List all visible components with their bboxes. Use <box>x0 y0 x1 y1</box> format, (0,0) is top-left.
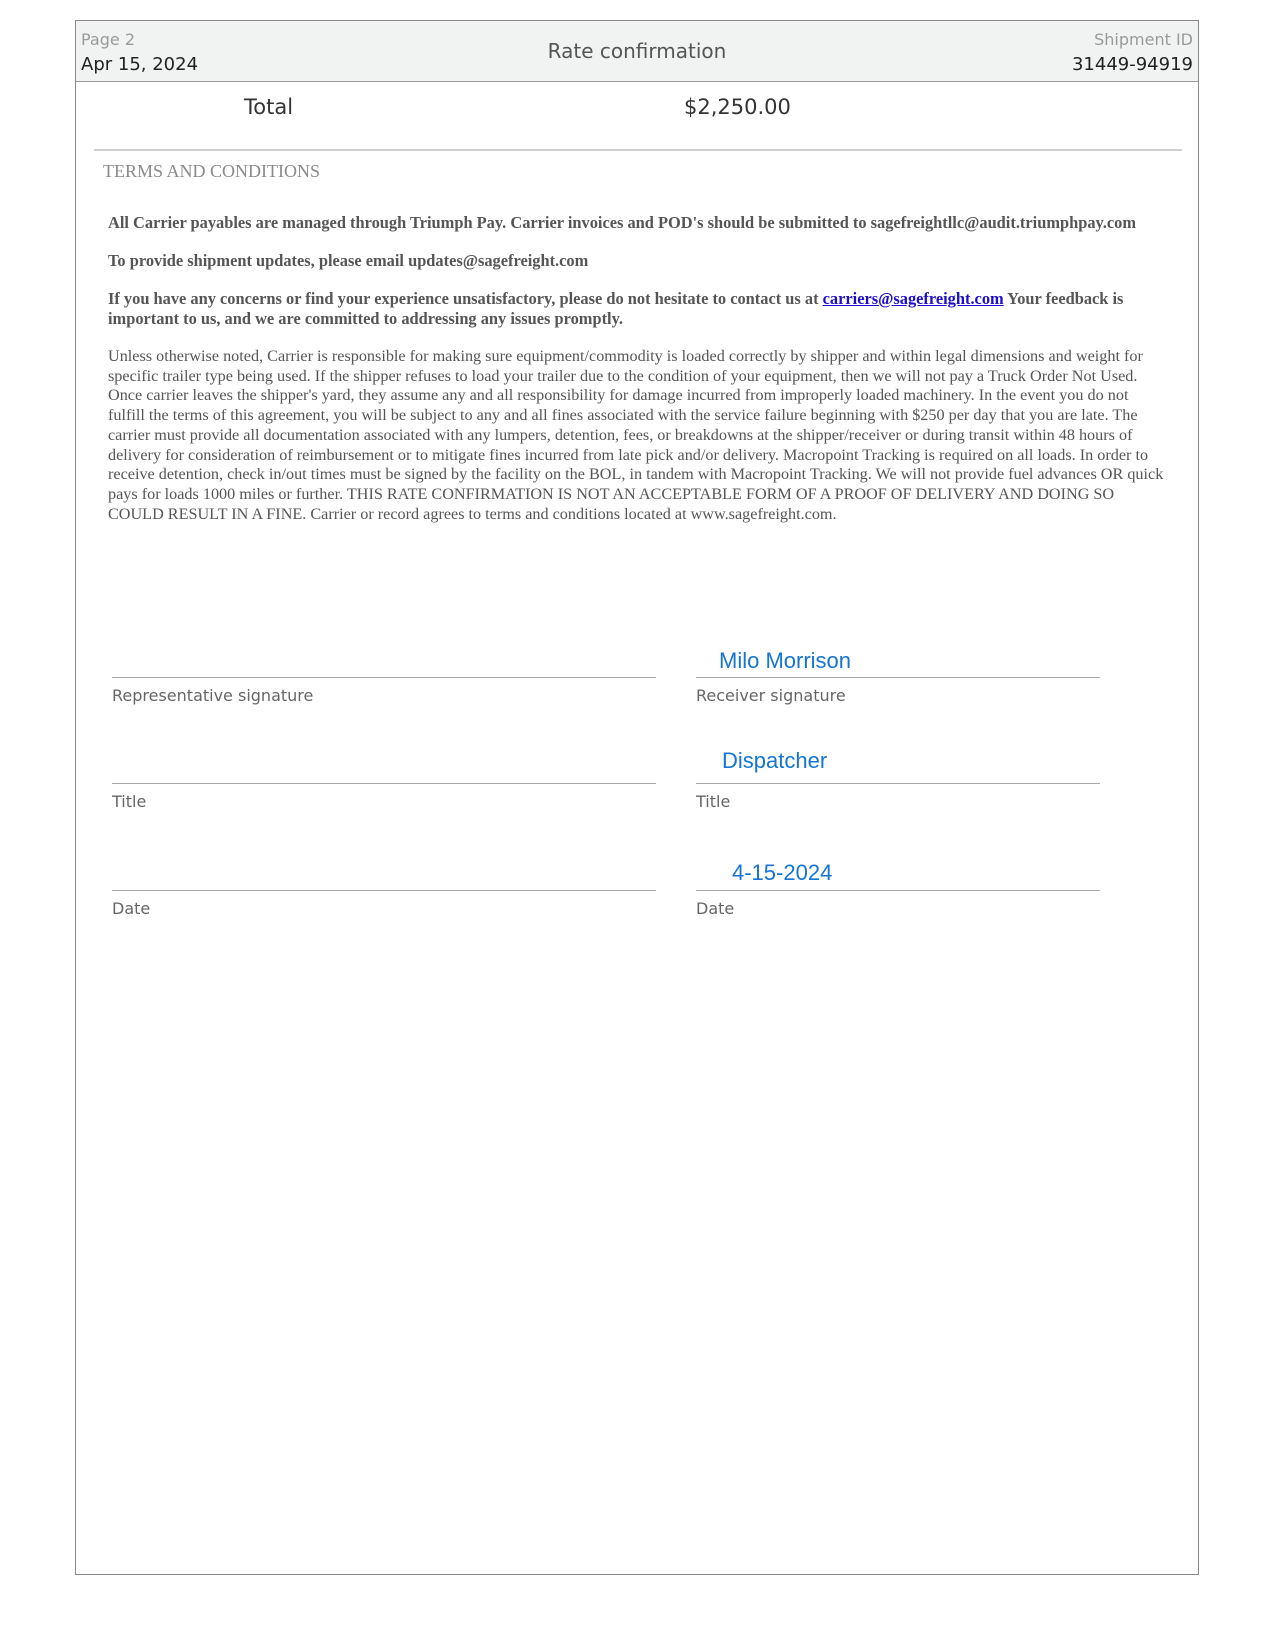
representative-title-label: Title <box>112 792 147 811</box>
terms-paragraph-concerns <box>108 289 1168 329</box>
representative-signature-line[interactable] <box>112 677 656 678</box>
representative-signature-label: Representative signature <box>112 686 314 705</box>
terms-heading: TERMS AND CONDITIONS <box>103 161 321 181</box>
document-title: Rate confirmation <box>547 39 727 63</box>
total-value: $2,250.00 <box>684 95 791 119</box>
section-divider <box>94 149 1182 151</box>
receiver-date-value: 4-15-2024 <box>732 860 833 885</box>
receiver-signature-value: Milo Morrison <box>719 648 852 673</box>
concerns-text-after: Your feedback is important to us, and we are committed to addressing any issues promptly. <box>108 289 1124 328</box>
page-header <box>76 21 1198 82</box>
carriers-email-link[interactable]: carriers@sagefreight.com <box>822 289 1004 308</box>
receiver-title-label: Title <box>696 792 731 811</box>
receiver-date-label: Date <box>696 899 735 918</box>
receiver-date-line[interactable] <box>696 890 1100 891</box>
receiver-title-value: Dispatcher <box>722 748 828 773</box>
receiver-signature-label: Receiver signature <box>696 686 846 705</box>
terms-body <box>108 213 1168 542</box>
concerns-text-before: If you have any concerns or find your experience unsatisfactory, please do not hesitate to contact us at <box>108 289 823 308</box>
page-number: Page 2 <box>81 30 135 49</box>
terms-paragraph-conditions: Unless otherwise noted, Carrier is responsible for making sure equipment/commodity is loaded correctly by shipper and within legal dimensions and weight for specific trailer type being used. If the shipper refuses to load your trailer due to the condition of your equipment, then we will not pay a Truck Order Not Used. Once carrier leaves the shipper's yard, they assume any and all responsibility for damage incurred from improperly loaded machinery. In the event you do not fulfill the terms of this agreement, you will be subject to any and all fines associated with the service failure beginning with $250 per day that you are late. The carrier must provide all documentation associated with any lumpers, detention, fees, or breakdowns at the shipper/receiver or during transit within 48 hours of delivery for consideration of reimbursement or to mitigate fines incurred from late pick and/or delivery. Macropoint Tracking is required on all loads. In order to receive detention, check in/out times must be signed by the facility on the BOL, in tandem with Macropoint Tracking. We will not provide fuel advances OR quick pays for loads 1000 miles or further. THIS RATE CONFIRMATION IS NOT AN ACCEPTABLE FORM OF A PROOF OF DELIVERY AND DOING SO COULD RESULT IN A FINE. Carrier or record agrees to terms and conditions located at www.sagefreight.com. <box>108 347 1164 523</box>
shipment-id-value: 31449-94919 <box>1071 54 1193 75</box>
representative-date-label: Date <box>112 899 151 918</box>
document-page <box>75 20 1199 1575</box>
receiver-title-line[interactable] <box>696 783 1100 784</box>
representative-title-line[interactable] <box>112 783 656 784</box>
terms-paragraph-payables: All Carrier payables are managed through Triumph Pay. Carrier invoices and POD's should be submitted to sagefreightllc@audit.triumphpay.com <box>108 213 1137 232</box>
representative-date-line[interactable] <box>112 890 656 891</box>
document-date: Apr 15, 2024 <box>81 54 199 75</box>
shipment-id-label: Shipment ID <box>1094 30 1193 49</box>
terms-paragraph-updates: To provide shipment updates, please email updates@sagefreight.com <box>108 251 589 270</box>
total-label: Total <box>244 95 294 119</box>
receiver-signature-line[interactable] <box>696 677 1100 678</box>
